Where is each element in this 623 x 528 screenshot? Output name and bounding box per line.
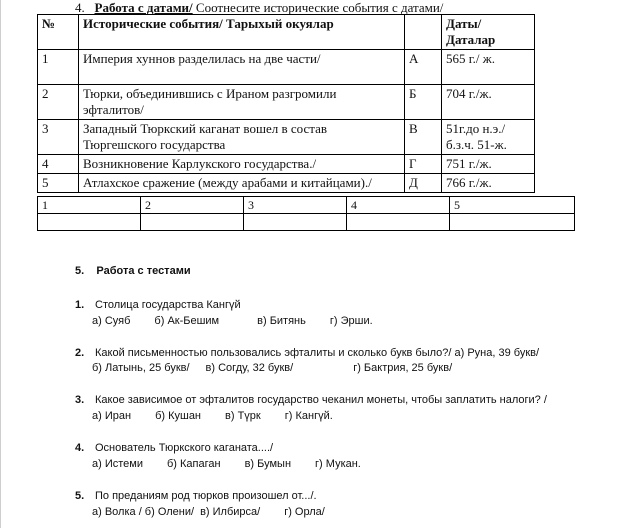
- question-number: 4.: [75, 442, 85, 454]
- row-event: Тюрки, объединившись с Ираном разгромили эфталитов/: [79, 85, 405, 120]
- header-num: №: [38, 15, 79, 50]
- row-event: Западный Тюркский каганат вошел в состав Тюргешского государства: [79, 120, 405, 155]
- option-d: г) Эрши.: [329, 315, 373, 327]
- answer-grid: [37, 196, 575, 231]
- question-text: Основатель Тюркского каганата..../: [95, 442, 274, 454]
- question-2-options: [92, 361, 452, 376]
- task4-number: 4.: [75, 0, 85, 15]
- row-letter: Г: [405, 155, 442, 174]
- row-event: Атлахское сражение (между арабами и китайцами)./: [79, 174, 405, 193]
- question-number: 3.: [75, 394, 85, 406]
- row-num: 1: [38, 50, 79, 85]
- row-date: 565 г./ ж.: [442, 50, 535, 85]
- option-b: б) Капаган: [166, 458, 221, 470]
- question-1: [75, 298, 241, 313]
- row-num: 3: [38, 120, 79, 155]
- answer-header-row: [38, 197, 575, 214]
- page-edge: [0, 0, 1, 528]
- option-c: в) Түрк: [225, 410, 261, 422]
- answer-cell-2[interactable]: [141, 214, 244, 231]
- question-number: 2.: [75, 347, 85, 359]
- option-b: б) Кушан: [155, 410, 202, 422]
- row-event: Возникновение Карлукского государства./: [79, 155, 405, 174]
- header-date: Даты/ Даталар: [442, 15, 535, 50]
- row-date: 751 г./ж.: [442, 155, 535, 174]
- question-text: Какой письменностью пользовались эфталиты и сколько букв было?/ а) Руна, 39 букв/: [95, 347, 540, 359]
- question-text: Какое зависимое от эфталитов государство чеканил монеты, чтобы заплатить налоги? /: [95, 394, 547, 406]
- question-3-options: [92, 409, 333, 424]
- question-number: 1.: [75, 299, 85, 311]
- option-a: а) Иран: [92, 410, 132, 422]
- answer-label-3: 3: [244, 197, 347, 214]
- option-c: в) Битянь: [257, 315, 306, 327]
- task5-title: Работа с тестами: [96, 265, 191, 277]
- option-d: г) Кангүй.: [284, 410, 333, 422]
- question-3: [75, 393, 547, 408]
- row-date: 766 г./ж.: [442, 174, 535, 193]
- header-letter: [405, 15, 442, 50]
- option-d: г) Орла/: [284, 506, 325, 518]
- option-b: б) Ак-Бешим: [154, 315, 220, 327]
- row-letter: Б: [405, 85, 442, 120]
- row-letter: Д: [405, 174, 442, 193]
- table-row: [38, 174, 535, 193]
- question-number: 5.: [75, 490, 85, 502]
- task4-title-bold: Работа с датами/: [94, 0, 193, 15]
- option-ab: а) Волка / б) Олени/: [92, 506, 195, 518]
- table-row: [38, 85, 535, 120]
- question-text: По преданиям род тюрков произошел от.../.: [95, 490, 317, 502]
- row-letter: В: [405, 120, 442, 155]
- task5-heading: [75, 265, 191, 277]
- table-row: [38, 50, 535, 85]
- answer-cell-1[interactable]: [38, 214, 141, 231]
- option-b: б) Латынь, 25 букв/: [92, 362, 190, 374]
- answer-label-1: 1: [38, 197, 141, 214]
- row-num: 2: [38, 85, 79, 120]
- option-a: а) Истеми: [92, 458, 143, 470]
- answer-cell-5[interactable]: [450, 214, 575, 231]
- table-row: [38, 120, 535, 155]
- question-4: [75, 441, 273, 456]
- question-text: Столица государства Кангүй: [95, 299, 241, 311]
- answer-cell-4[interactable]: [347, 214, 450, 231]
- table-header-row: [38, 15, 535, 50]
- row-letter: А: [405, 50, 442, 85]
- header-event: Исторические события/ Тарыхый окуялар: [79, 15, 405, 50]
- option-d: г) Мукан.: [315, 458, 361, 470]
- row-num: 5: [38, 174, 79, 193]
- option-c: в) Бумын: [244, 458, 292, 470]
- table-row: [38, 155, 535, 174]
- answer-label-2: 2: [141, 197, 244, 214]
- row-date: 51г.до н.э./б.з.ч. 51-ж.: [442, 120, 535, 155]
- question-5-options: [92, 505, 325, 520]
- row-num: 4: [38, 155, 79, 174]
- question-5: [75, 489, 317, 504]
- question-1-options: [92, 314, 373, 329]
- option-a: а) Суяб: [92, 315, 131, 327]
- answer-cell-3[interactable]: [244, 214, 347, 231]
- row-event: Империя хуннов разделилась на две части/: [79, 50, 405, 85]
- option-d: г) Бактрия, 25 букв/: [353, 362, 453, 374]
- question-2: [75, 346, 539, 361]
- question-4-options: [92, 457, 361, 472]
- events-table: [37, 14, 535, 193]
- option-c: в) Илбирса/: [200, 506, 261, 518]
- answer-input-row: [38, 214, 575, 231]
- task5-number: 5.: [75, 265, 85, 277]
- option-c: в) Согду, 32 букв/: [205, 362, 294, 374]
- row-date: 704 г./ж.: [442, 85, 535, 120]
- answer-label-4: 4: [347, 197, 450, 214]
- answer-label-5: 5: [450, 197, 575, 214]
- task4-title-rest: Соотнесите исторические события с датами/: [192, 0, 444, 15]
